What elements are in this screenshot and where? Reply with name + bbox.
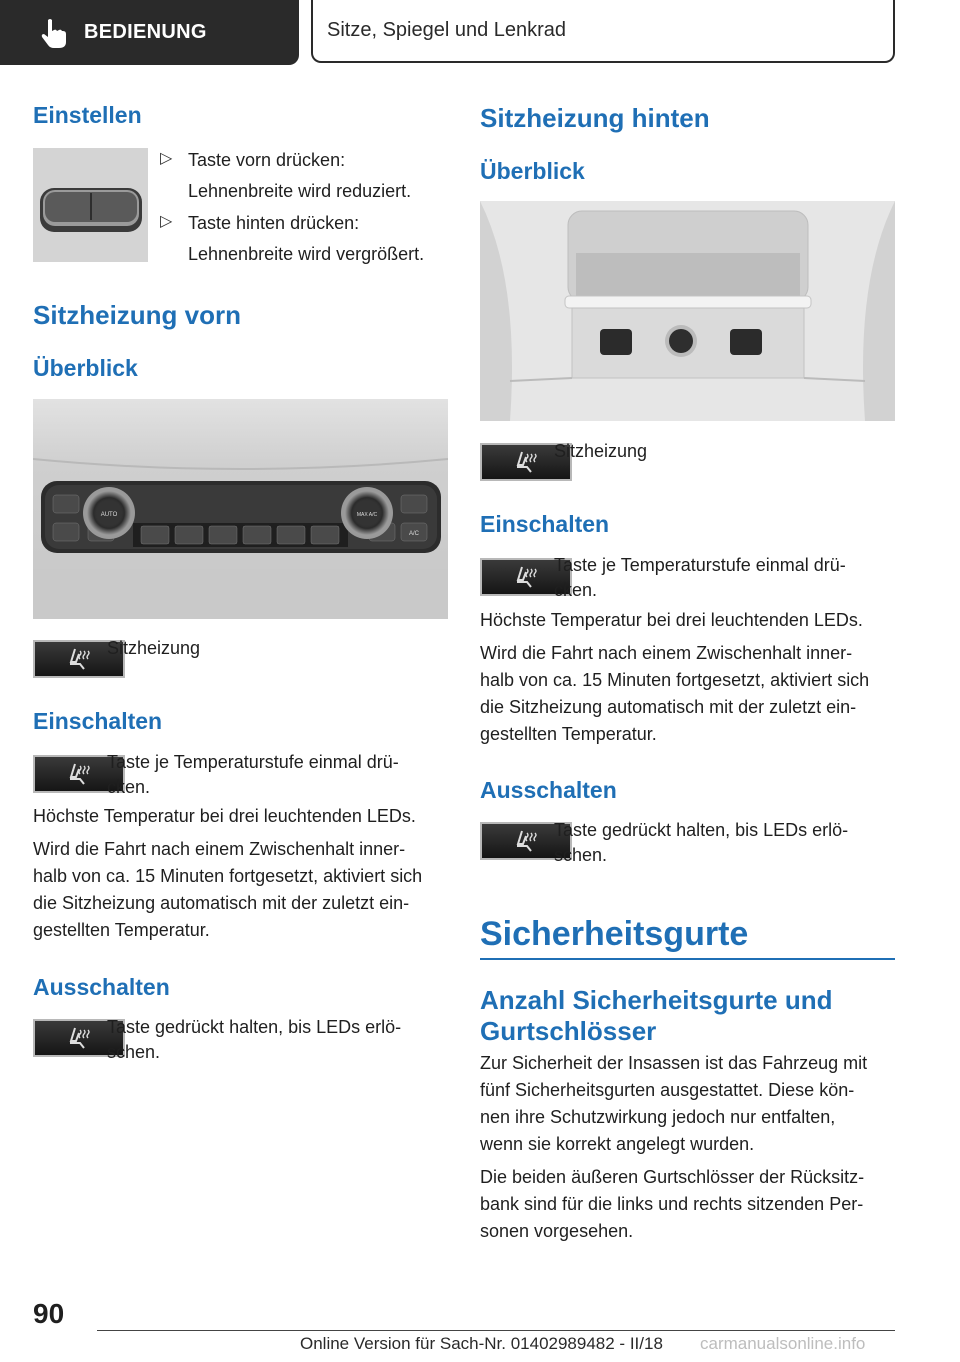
heading-rule — [480, 958, 895, 960]
seat-width-button-icon — [33, 148, 148, 262]
online-version-text: Online Version für Sach-Nr. 01402989482 - II/18 — [300, 1334, 663, 1353]
front-overview-heading: Überblick — [33, 355, 138, 381]
front-ausschalten-text — [107, 1015, 447, 1065]
chapter-label: BEDIENUNG — [84, 21, 207, 43]
seat-heating-icon — [66, 1026, 92, 1050]
text-line: Zur Sicherheit der Insassen ist das Fahrzeug mit — [480, 1053, 868, 1073]
text-line: Wird die Fahrt nach einem Zwischenhalt inner- — [480, 643, 853, 663]
text-line: wenn sie korrekt angelegt wurden. — [480, 1134, 755, 1154]
text-line: nen ihre Schutzwirkung jedoch nur entfalten, — [480, 1107, 836, 1127]
seat-heating-caption: Sitzheizung — [554, 441, 648, 461]
text-line: fünf Sicherheitsgurten ausgestattet. Diese kön- — [480, 1080, 855, 1100]
seat-heating-caption: Sitzheizung — [107, 638, 201, 658]
text-line: Taste gedrückt halten, bis LEDs erlö- — [554, 820, 849, 840]
front-body-text — [33, 803, 453, 944]
text-line: gestellten Temperatur. — [480, 724, 657, 744]
text-line: schen. — [107, 1042, 161, 1062]
text-line: Taste gedrückt halten, bis LEDs erlö- — [107, 1017, 402, 1037]
text-line: Anzahl Sicherheitsgurte und — [480, 985, 833, 1015]
ac-label: A/C — [408, 531, 420, 537]
text-line: die Sitzheizung automatisch mit der zuletzt ein- — [480, 697, 857, 717]
watermark: carmanualsonline.info — [700, 1334, 866, 1353]
seat-heating-icon — [513, 565, 539, 589]
text-line: Taste je Temperaturstufe einmal drü- — [107, 752, 399, 772]
triangle-bullet-icon: ▷ — [160, 150, 173, 167]
rear-console-image — [480, 201, 895, 421]
text-line: Die beiden äußeren Gurtschlösser der Rücksitz- — [480, 1167, 865, 1187]
max-ac-label: MAX A/C — [356, 512, 378, 518]
text-line: die Sitzheizung automatisch mit der zuletzt ein- — [33, 893, 410, 913]
einstellen-heading: Einstellen — [33, 102, 142, 128]
text-line: Taste je Temperaturstufe einmal drü- — [554, 555, 846, 575]
front-ausschalten-heading: Ausschalten — [33, 974, 170, 1000]
rear-ausschalten-heading: Ausschalten — [480, 777, 617, 803]
seat-width-button-image — [33, 148, 148, 262]
front-einschalten-text — [107, 750, 447, 800]
bullet-text: Lehnenbreite wird reduziert. — [188, 181, 412, 201]
climate-panel-image — [33, 399, 448, 619]
bullet-text: Taste vorn drücken: — [188, 150, 346, 170]
seatbelts-heading: Sicherheitsgurte — [480, 915, 749, 953]
footer-rule — [97, 1330, 895, 1331]
list-item — [160, 145, 450, 207]
seat-heating-icon — [66, 647, 92, 671]
text-line: Gurtschlösser — [480, 1016, 657, 1046]
text-line: Wird die Fahrt nach einem Zwischenhalt inner- — [33, 839, 406, 859]
seatbelts-subheading — [480, 985, 833, 1047]
front-seat-heating-heading: Sitzheizung vorn — [33, 300, 241, 330]
seat-heating-icon — [513, 450, 539, 474]
text-line: cken. — [107, 777, 151, 797]
section-tab[interactable] — [311, 0, 895, 63]
text-line: halb von ca. 15 Minuten fortgesetzt, aktiviert sich — [33, 866, 423, 886]
bullet-text: Lehnenbreite wird vergrößert. — [188, 244, 425, 264]
rear-overview-heading: Überblick — [480, 158, 585, 184]
rear-body-text — [480, 607, 900, 748]
front-einschalten-heading: Einschalten — [33, 708, 163, 734]
text-line: bank sind für die links und rechts sitzenden Per- — [480, 1194, 864, 1214]
rear-seat-heating-heading: Sitzheizung hinten — [480, 103, 710, 133]
auto-label: AUTO — [100, 512, 118, 518]
rear-einschalten-heading: Einschalten — [480, 511, 610, 537]
einstellen-list — [160, 145, 450, 270]
bullet-text: Taste hinten drücken: — [188, 213, 360, 233]
triangle-bullet-icon: ▷ — [160, 213, 173, 230]
text-line: Höchste Temperatur bei drei leuchtenden LEDs. — [480, 610, 863, 630]
rear-einschalten-text — [554, 553, 894, 603]
page-number: 90 — [33, 1298, 65, 1329]
chapter-tab[interactable] — [0, 0, 299, 65]
seat-heating-icon — [66, 762, 92, 786]
list-item — [160, 208, 450, 270]
rear-ausschalten-text — [554, 818, 894, 868]
seatbelts-body-text — [480, 1050, 900, 1245]
text-line: gestellten Temperatur. — [33, 920, 210, 940]
text-line: schen. — [554, 845, 608, 865]
seat-heating-icon — [513, 829, 539, 853]
text-line: cken. — [554, 580, 598, 600]
text-line: Höchste Temperatur bei drei leuchtenden LEDs. — [33, 806, 416, 826]
text-line: sonen vorgesehen. — [480, 1221, 634, 1241]
section-label: Sitze, Spiegel und Lenkrad — [327, 19, 567, 41]
text-line: halb von ca. 15 Minuten fortgesetzt, aktiviert sich — [480, 670, 870, 690]
pointing-hand-icon — [40, 18, 66, 48]
